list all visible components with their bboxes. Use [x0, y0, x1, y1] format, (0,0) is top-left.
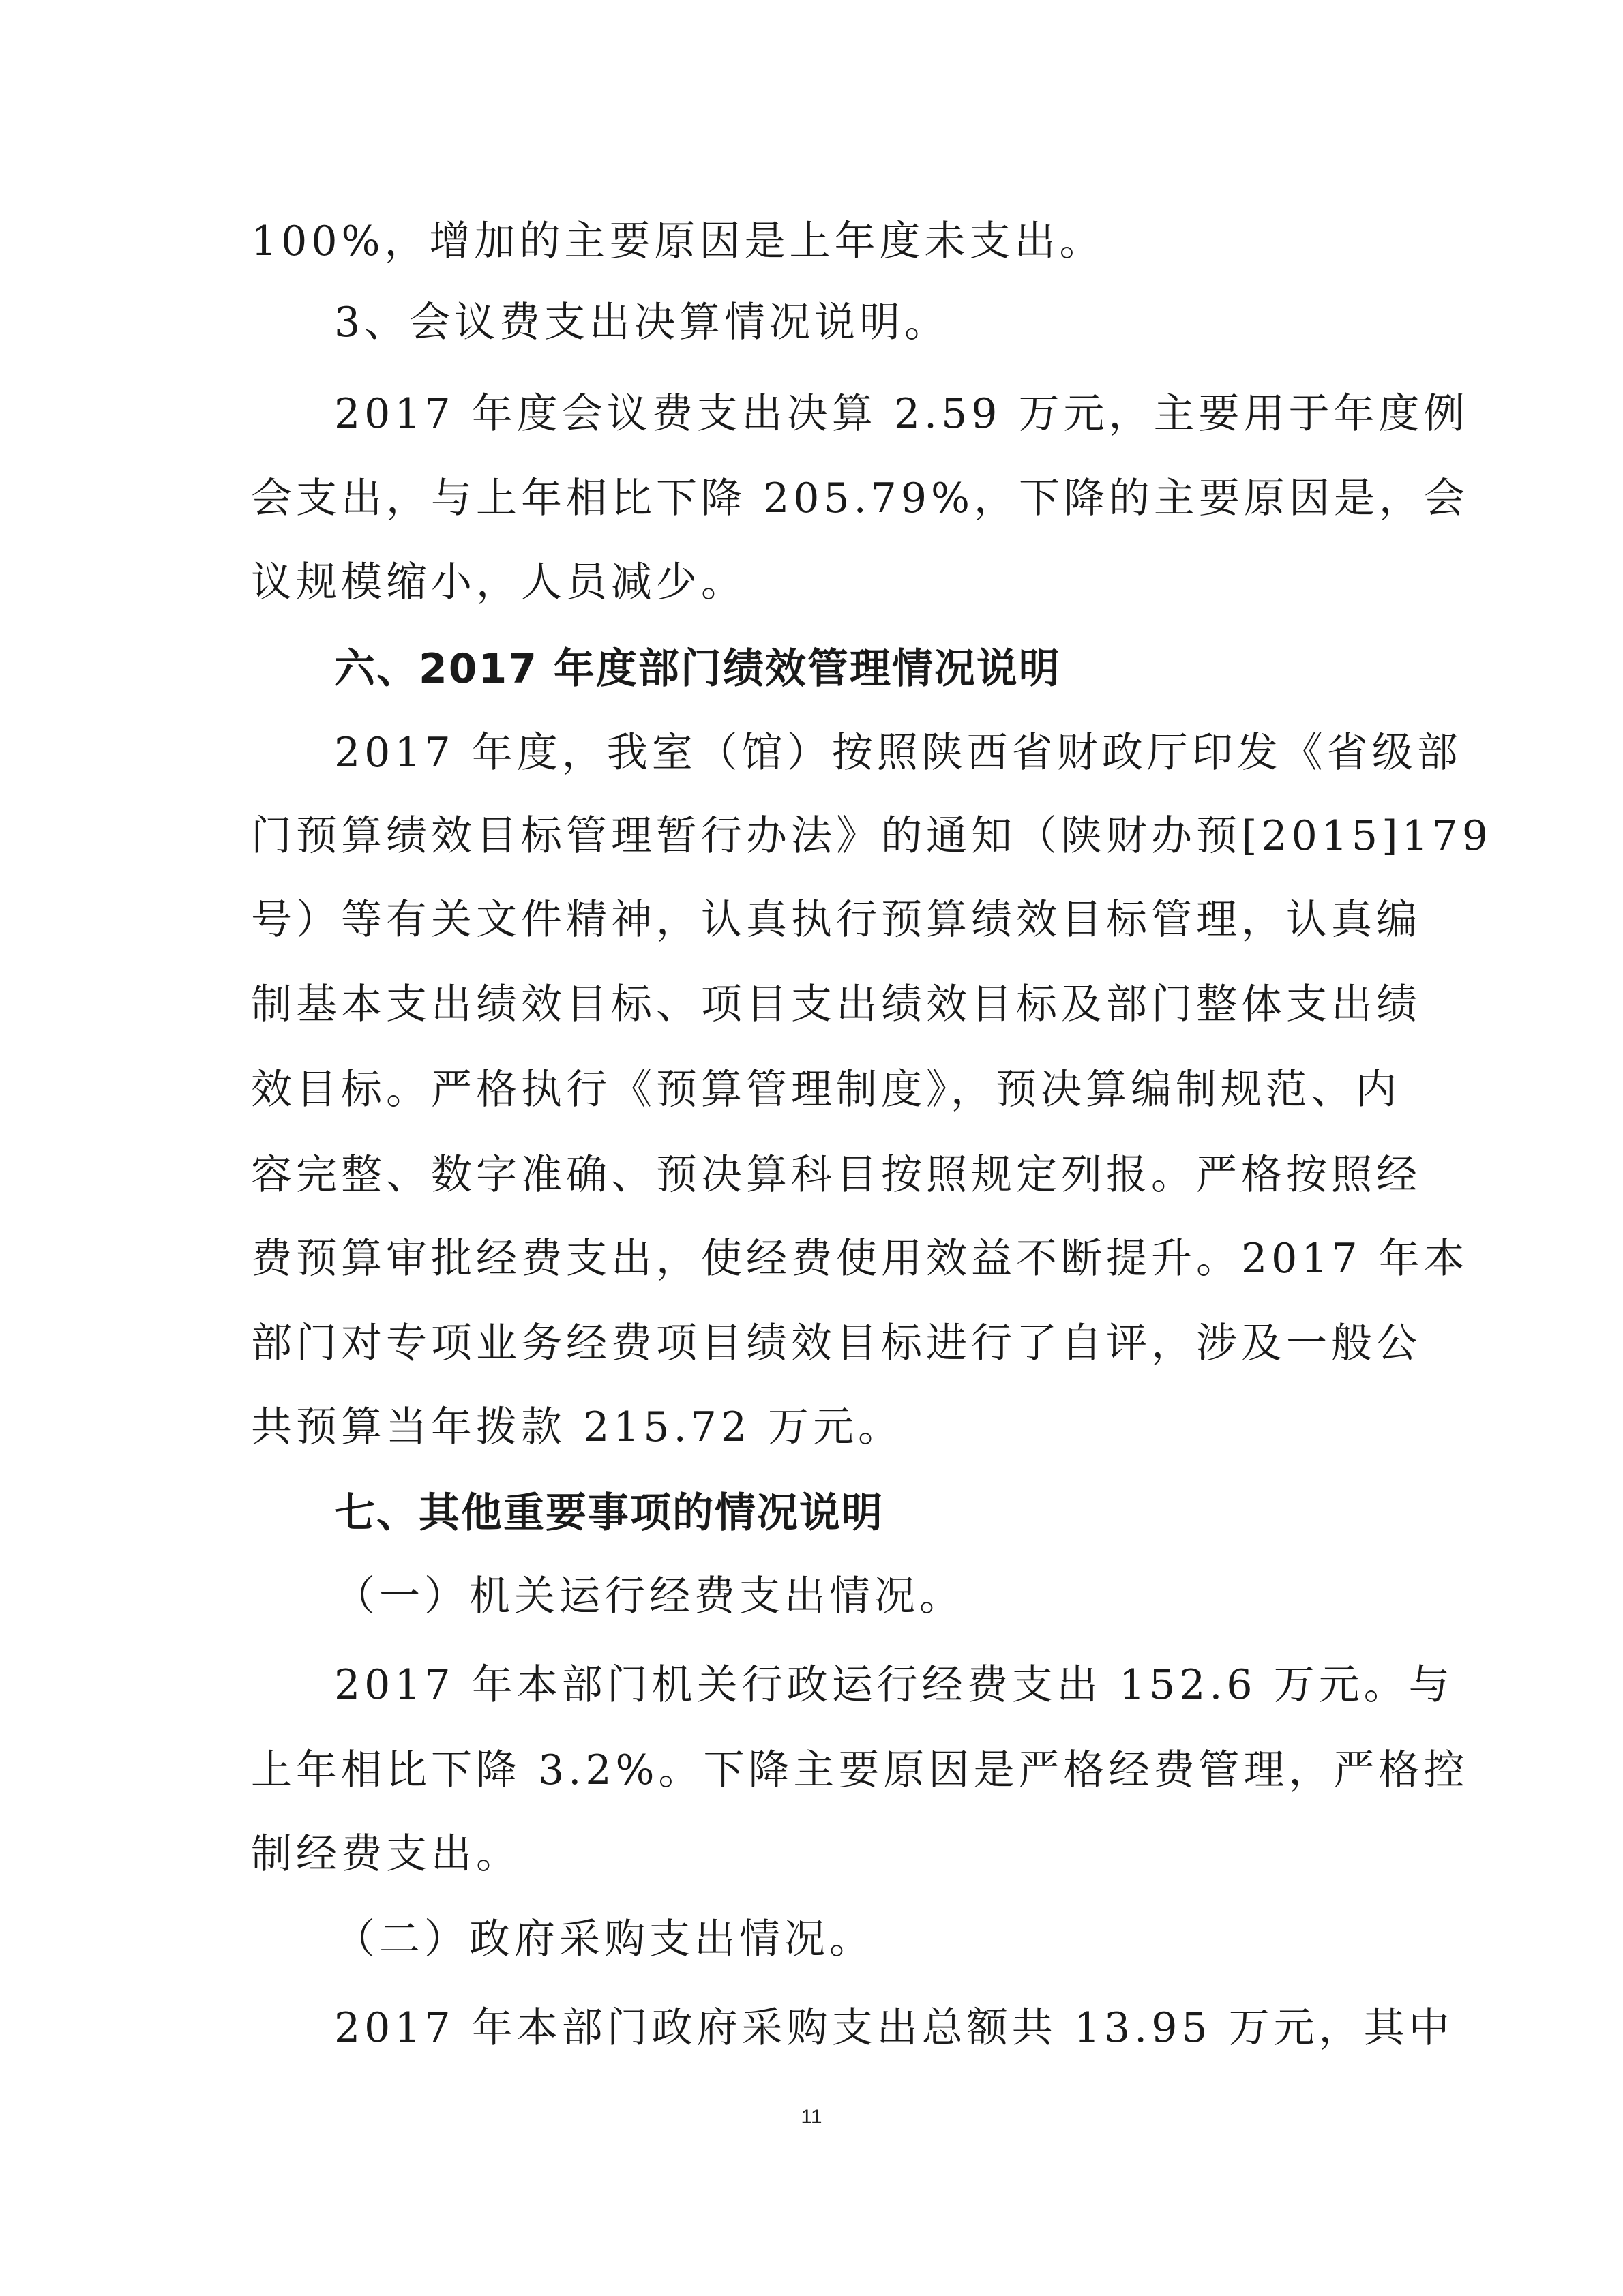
body-line: 制基本支出绩效目标、项目支出绩效目标及部门整体支出绩 — [251, 981, 1421, 1028]
body-line: 号）等有关文件精神，认真执行预算绩效目标管理，认真编 — [251, 896, 1421, 944]
section-heading-six: 六、2017 年度部门绩效管理情况说明 — [334, 645, 1061, 693]
body-line: 费预算审批经费支出，使经费使用效益不断提升。2017 年本 — [251, 1235, 1469, 1283]
body-line: 效目标。严格执行《预算管理制度》，预决算编制规范、内 — [251, 1066, 1401, 1114]
body-line: 容完整、数字准确、预决算科目按照规定列报。严格按照经 — [251, 1151, 1421, 1199]
section-heading-seven: 七、其他重要事项的情况说明 — [334, 1489, 884, 1537]
body-line: 会支出，与上年相比下降 205.79%，下降的主要原因是，会 — [251, 475, 1470, 522]
body-line: 制经费支出。 — [251, 1830, 521, 1878]
subsection-heading: （二）政府采购支出情况。 — [334, 1915, 874, 1963]
body-line: 2017 年度会议费支出决算 2.59 万元，主要用于年度例 — [334, 390, 1469, 438]
body-line: 100%，增加的主要原因是上年度未支出。 — [251, 218, 1105, 265]
body-line: 门预算绩效目标管理暂行办法》的通知（陕财办预[2015]179 — [251, 812, 1493, 860]
subsection-heading: （一）机关运行经费支出情况。 — [334, 1572, 964, 1620]
body-line: 上年相比下降 3.2%。下降主要原因是严格经费管理，严格控 — [251, 1746, 1469, 1794]
body-line: 2017 年本部门机关行政运行经费支出 152.6 万元。与 — [334, 1661, 1454, 1709]
body-line: 2017 年度，我室（馆）按照陕西省财政厅印发《省级部 — [334, 729, 1462, 777]
body-line: 共预算当年拨款 215.72 万元。 — [251, 1403, 904, 1451]
subsection-heading: 3、会议费支出决算情况说明。 — [334, 299, 950, 346]
body-line: 议规模缩小，人员减少。 — [251, 558, 746, 606]
page-number: 11 — [801, 2106, 822, 2128]
body-line: 2017 年本部门政府采购支出总额共 13.95 万元，其中 — [334, 2004, 1454, 2052]
body-line: 部门对专项业务经费项目绩效目标进行了自评，涉及一般公 — [251, 1320, 1421, 1367]
